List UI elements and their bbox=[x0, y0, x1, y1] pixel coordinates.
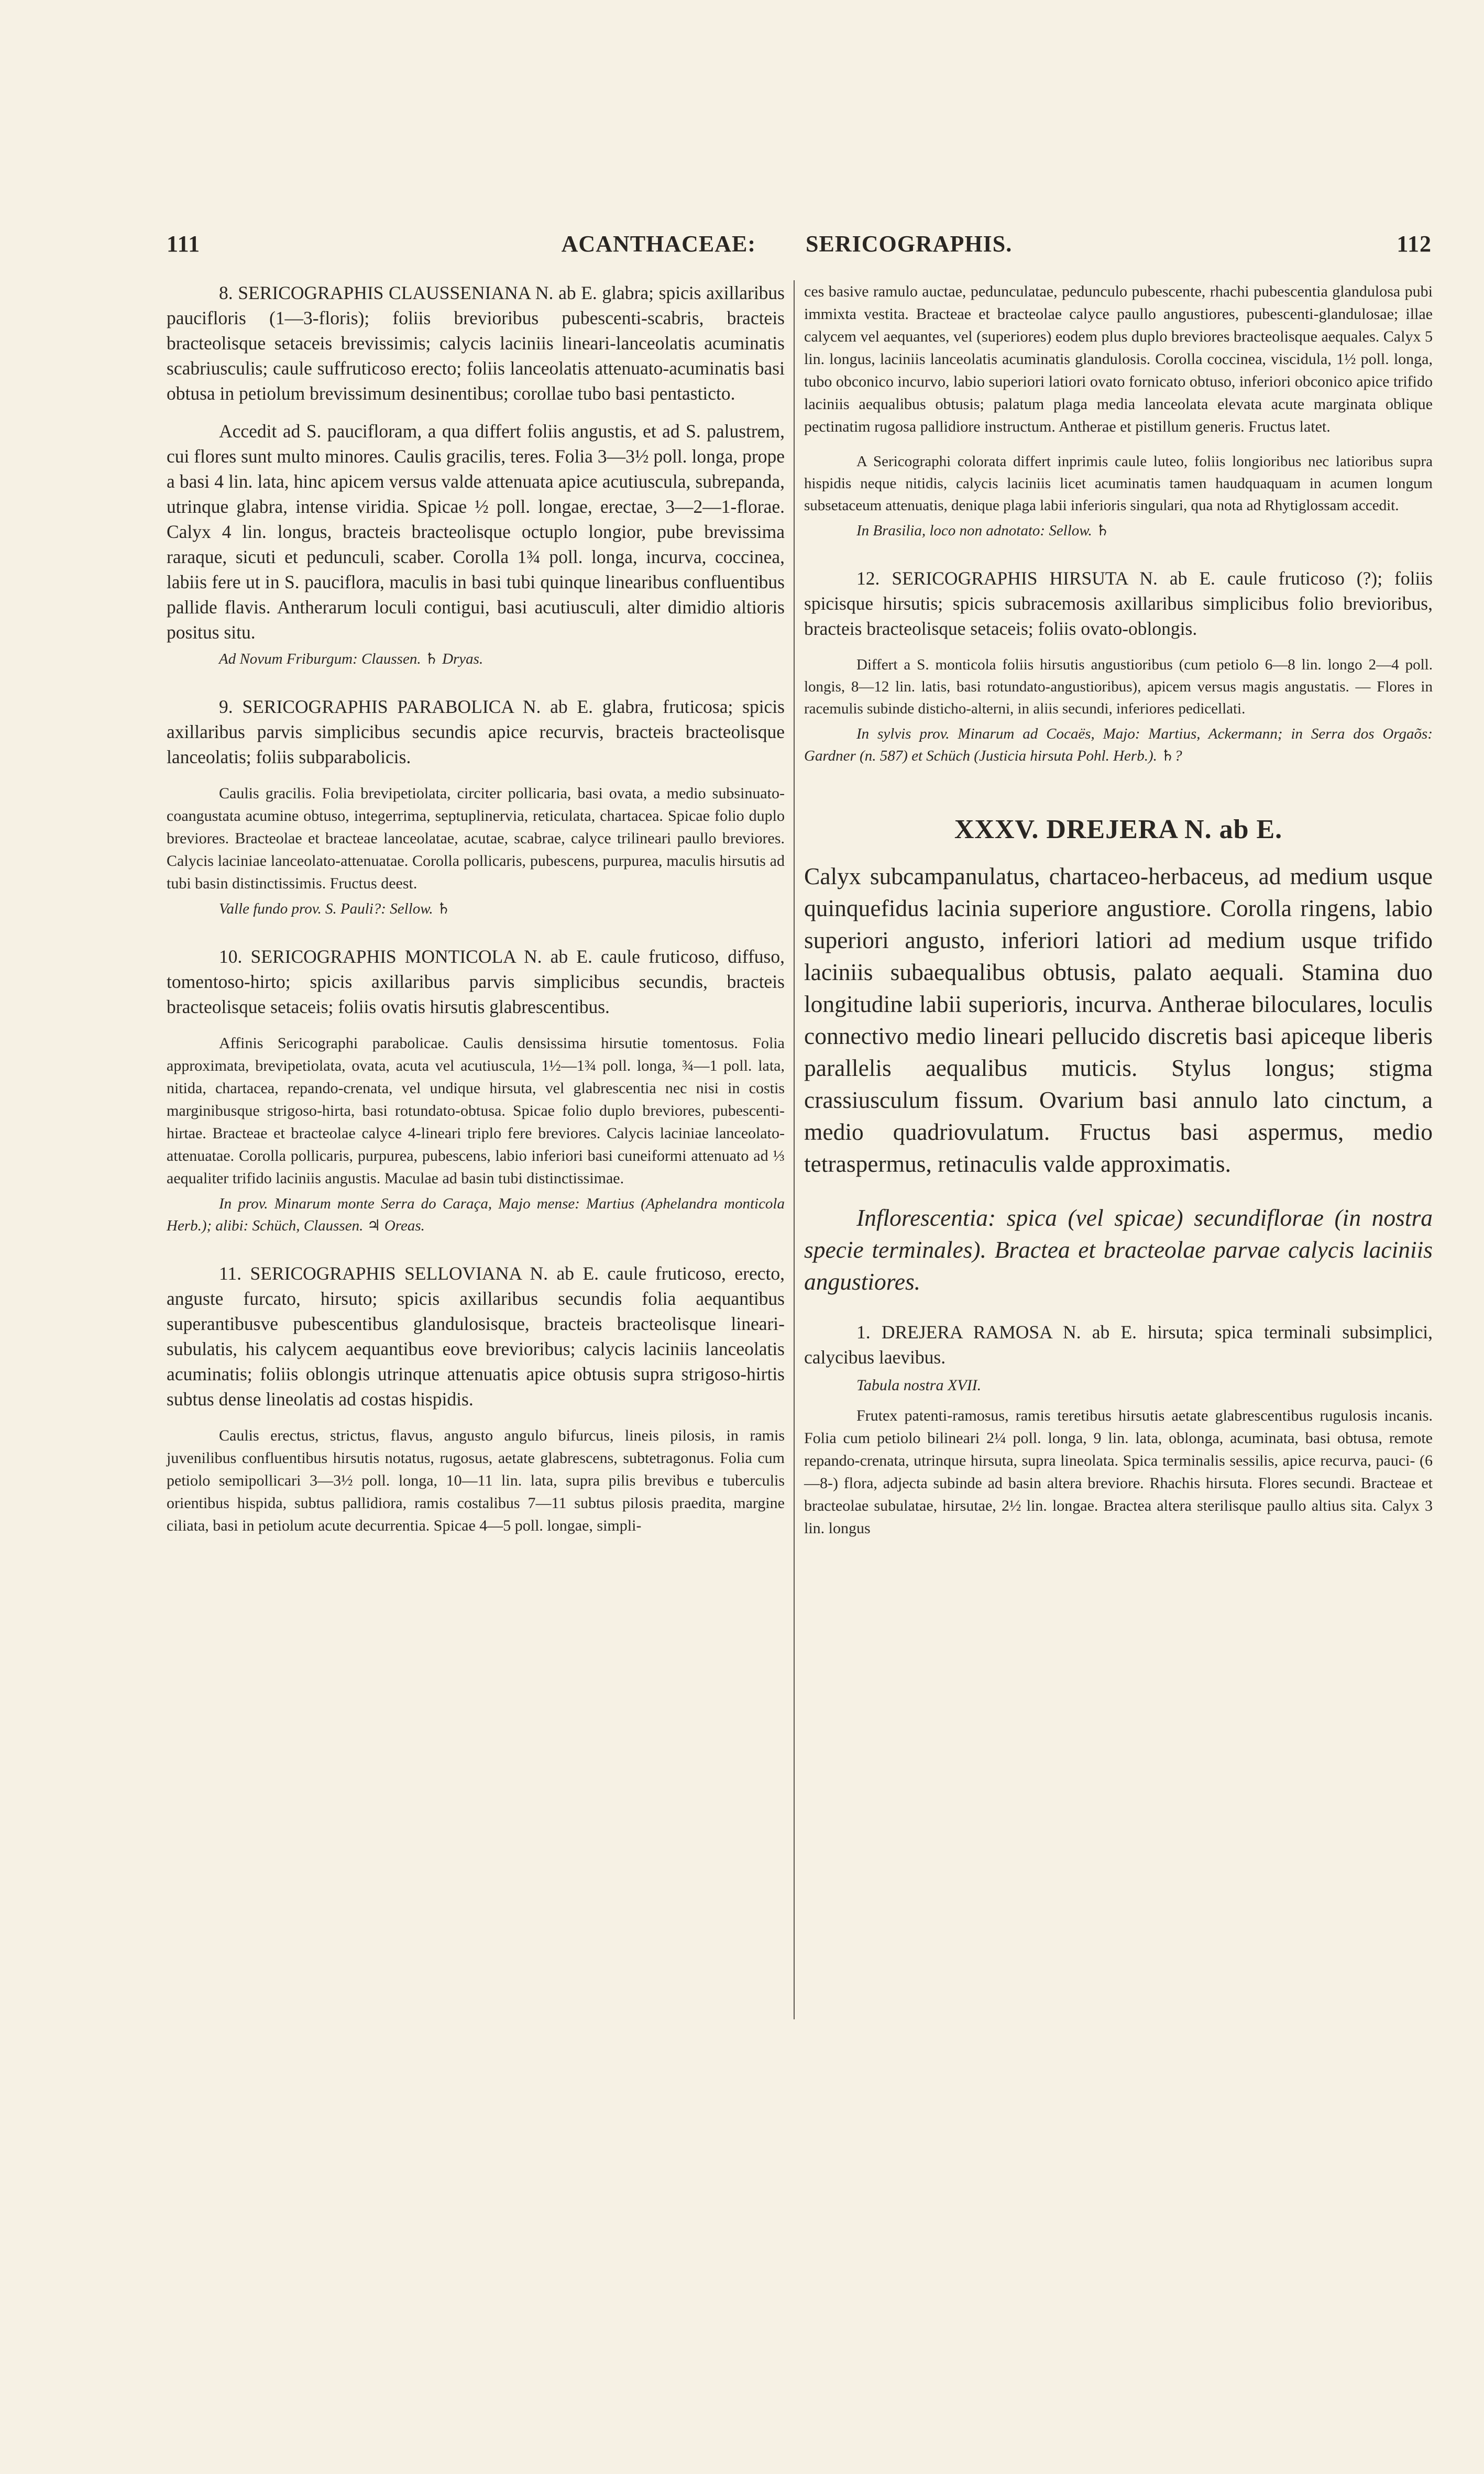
genus-description: Calyx subcampanulatus, chartaceo-herbaceus, ad medium usque quinquefidus lacinia superiore angustiore. Corolla ringens, labio superiori angusto, inferiori latiori ad medium usque trifido laciniis subaequalibus obtusis, palato aequali. Stamina duo longitudine labii superioris, incurva. Antherae biloculares, loculis connectivo medio lineari pellucido discretis basi apiceque liberis parallelis aequalibus muticis. Stylus longus; stigma crassiusculum fissum. Ovarium basi annulo lato cinctum, a medio quadriovulatum. Fructus basi aspermus, medio tetraspermus, retinaculis valde approximatis. bbox=[804, 863, 1433, 1177]
species-diagnosis-9: 9. SERICOGRAPHIS PARABOLICA N. ab E. glabra, fruticosa; spicis axillaribus parvis simplicibus secundis apice recurvis, bracteis bracteolisque lanceolatis; foliis subparabolicis. bbox=[167, 696, 785, 767]
species-diagnosis-10: 10. SERICOGRAPHIS MONTICOLA N. ab E. caule fruticoso, diffuso, tomentoso-hirto; spicis axillaribus parvis simplicibus secundis, bracteis bracteolisque setaceis; foliis ovatis hirsutis glabrescentibus. bbox=[167, 946, 785, 1017]
species-diagnosis-12: 12. SERICOGRAPHIS HIRSUTA N. ab E. caule fruticoso (?); foliis spicisque hirsutis; spicis subracemosis axillaribus simplicibus folio brevioribus, bracteis bracteolisque setaceis; foliis ovato-oblongis. bbox=[804, 568, 1433, 639]
species-diagnosis-11: 11. SERICOGRAPHIS SELLOVIANA N. ab E. caule fruticoso, erecto, anguste furcato, hirsuto; spicis axillaribus secundis folia aequantibus superantibusve pubescentibus glandulosisque, bracteis bracteolisque lineari-subulatis, his calycem aequantibus eove brevioribus; calycis laciniis lanceolatis acuminatis; foliis oblongis utrinque attenuatis apice obtusis supra strigoso-hirtis subtus dense lineolatis ad costas hispidis. bbox=[167, 1263, 785, 1410]
species-locality-10: In prov. Minarum monte Serra do Caraça, Majo mense: Martius (Aphelandra monticola Herb.); alibi: Schüch, Claussen. ♃ Oreas. bbox=[167, 1195, 785, 1234]
species-note-12: Differt a S. monticola foliis hirsutis angustioribus (cum petiolo 6—8 lin. longo 2—4 poll. longis, 8—12 lin. latis, basi rotundato-angustioribus), apicem versus magis angustatis. — Flores in racemulis subinde disticho-alterni, in aliis secundi, inferiores pedicellati. bbox=[804, 656, 1433, 717]
genus-inflorescence: Inflorescentia: spica (vel spicae) secundiflorae (in nostra specie terminales). Bractea et bracteolae parvae calycis laciniis angustiores. bbox=[804, 1204, 1433, 1295]
page-number-right: 112 bbox=[1397, 231, 1432, 257]
species-description-10: Affinis Sericographi parabolicae. Caulis densissima hirsutie tomentosus. Folia approximata, brevipetiolata, ovata, acuta vel acutiuscula, 1½—1¾ poll. longa, ¾—1 poll. lata, nitida, chartacea, repando-crenata, vel undique hirsuta, vel glabrescentia nec nisi in costis marginibusque strigoso-hirta, basi rotundato-obtusa. Spicae folio duplo breviores, pubescenti-hirtae. Bracteae et bracteolae calyce 4-lineari triplo fere breviores. Calycis laciniae lanceolato-attenuatae. Corolla pollicaris, purpurea, pubescens, labio inferiori basi cuneiformi attenuato ad ⅓ aequaliter trifido laciniis angustis. Maculae ad basin tubi distinctissimae. bbox=[167, 1035, 785, 1187]
species-diagnosis-8: 8. SERICOGRAPHIS CLAUSSENIANA N. ab E. glabra; spicis axillaribus paucifloris (1—3-floris); foliis brevioribus pubescenti-scabris, bracteis bracteolisque setaceis brevissimis; calycis laciniis lineari-lanceolatis acuminatis scabriusculis; caule suffruticoso erecto; foliis lanceolatis attenuato-acuminatis basi obtusa in petiolum brevissimum desinentibus; corollae tubo basi pentasticto. bbox=[167, 282, 785, 404]
species-locality-9: Valle fundo prov. S. Pauli?: Sellow. ♄ bbox=[219, 900, 450, 917]
running-header bbox=[167, 230, 1432, 267]
species-note-11: A Sericographi colorata differt inprimis caule luteo, foliis longioribus nec latioribus supra hispidis neque nitidis, calycis laciniis licet acuminatis tamen haudquaquam in acumen longum subsetaceum attenuatis, denique plaga labii inferioris singulari, qua nota ad Rhytiglossam accedit. bbox=[804, 453, 1433, 514]
right-column bbox=[804, 280, 1433, 1543]
left-column bbox=[167, 280, 785, 1540]
species-locality-8: Ad Novum Friburgum: Claussen. ♄ Dryas. bbox=[219, 651, 483, 667]
column-divider bbox=[794, 280, 795, 2019]
page-number-left: 111 bbox=[167, 231, 201, 257]
species-description-9: Caulis gracilis. Folia brevipetiolata, circiter pollicaria, basi ovata, a medio subsinuato-coangustata acumine obtuso, integerrima, septuplinervia, reticulata, chartacea. Spicae folio duplo breviores. Bracteolae et bracteae lanceolatae, acutae, scabrae, calyce trilineari paullo breviores. Calycis laciniae lanceolato-attenuatae. Corolla pollicaris, pubescens, purpurea, maculis hirsutis ad tubi basin distinctissimis. Fructus deest. bbox=[167, 785, 785, 892]
running-title-genus: SERICOGRAPHIS. bbox=[806, 231, 1013, 257]
species-locality-11: In Brasilia, loco non adnotato: Sellow. ♄ bbox=[856, 522, 1109, 539]
running-title-family: ACANTHACEAE: bbox=[561, 231, 756, 257]
species-description-drejera-1: Frutex patenti-ramosus, ramis teretibus hirsutis aetate glabrescentibus rugulosis incanis. Folia cum petiolo bilineari 2¼ poll. longa, 9 lin. lata, oblonga, acuminata, basi obtusa, remote repando-crenata, utrinque hirsuta, supra lineolata. Spica terminalis sessilis, apice recurva, pauci- (6—8-) flora, adjecta subinde ad basin altera breviore. Rhachis hirsuta. Flores secundi. Bracteae et bracteolae subulatae, hirsutae, 2½ lin. longae. Bractea altera sterilisque paullo altius sita. Calyx 3 lin. longus bbox=[804, 1407, 1433, 1537]
species-diagnosis-drejera-1: 1. DREJERA RAMOSA N. ab E. hirsuta; spica terminali subsimplici, calycibus laevibus. bbox=[804, 1322, 1433, 1368]
plate-reference: Tabula nostra XVII. bbox=[856, 1377, 982, 1394]
species-description-11: Caulis erectus, strictus, flavus, angusto angulo bifurcus, lineis pilosis, in ramis juvenilibus confluentibus hirsutis notatus, rugosus, aetate glabrescens, subtetragonus. Folia cum petiolo semipollicari 3—3½ poll. longa, 10—11 lin. lata, supra pilis brevibus e tuberculis orientibus hispida, subtus pallidiora, ramis costalibus 7—11 subtus pilosis praedita, margine ciliata, basi in petiolum acute decurrentia. Spicae 4—5 poll. longae, simpli- bbox=[167, 1427, 785, 1534]
genus-heading: XXXV. DREJERA N. ab E. bbox=[954, 815, 1283, 844]
species-description-8: Accedit ad S. paucifloram, a qua differt foliis angustis, et ad S. palustrem, cui flores sunt multo minores. Caulis gracilis, teres. Folia 3—3½ poll. longa, prope a basi 4 lin. lata, hinc apicem versus valde attenuata apice acutiuscula, subrepanda, utrinque glabra, intense viridia. Spicae ½ poll. longae, erectae, 3—2—1-florae. Calyx 4 lin. longus, bracteis bracteolisque octuplo longior, pube brevissima raraque, sicuti et pedunculi, scaber. Corolla 1¾ poll. longa, incurva, coccinea, labiis fere ut in S. pauciflora, maculis in basi tubi quinque linearibus confluentibus pallide flavis. Antherarum loculi contigui, basi acutiusculi, alter dimidio altioris positus situ. bbox=[167, 421, 785, 643]
species-locality-12: In sylvis prov. Minarum ad Cocaës, Majo: Martius, Ackermann; in Serra dos Orgaõs: Gardner (n. 587) et Schüch (Justicia hirsuta Pohl. Herb.). ♄? bbox=[804, 725, 1433, 764]
species-description-11-continued: ces basive ramulo auctae, pedunculatae, pedunculo pubescente, rhachi pubescentia glandulosa pubi immixta vestita. Bracteae et bracteolae calyce paullo angustiores, pubescenti-glandulosae; illae calycem vel aequantes, vel (superiores) eodem plus duplo breviores bracteolisque aequales. Calyx 5 lin. longus, laciniis lanceolatis acuminatis glandulosis. Corolla coccinea, viscidula, 1½ poll. longa, tubo obconico incurvo, labio superiori latiori ovato fornicato obtuso, inferiori obconico apice trifido laciniis aequalibus obtusis; palatum plaga media lanceolata elevata acute marginata oblique pectinatim rugosa pallidiore instructum. Antherae et pistillum generis. Fructus latet. bbox=[804, 283, 1433, 435]
